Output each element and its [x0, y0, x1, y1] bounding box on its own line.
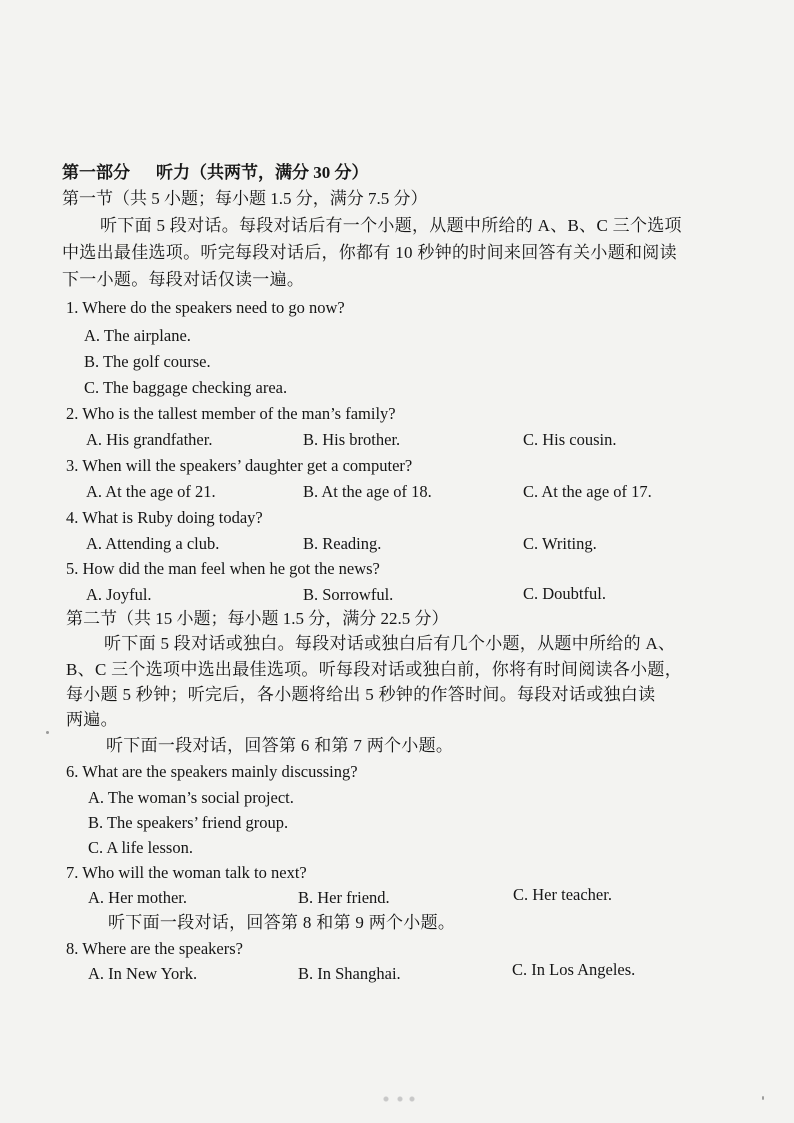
section2-instruction-line: 每小题 5 秒钟；听完后，各小题将给出 5 秒钟的作答时间。每段对话或独白读 [66, 685, 656, 704]
option: B. At the age of 18. [303, 482, 432, 501]
question-stem: 3. When will the speakers’ daughter get a computer? [66, 456, 413, 475]
section1-instruction-line: 下一小题。每段对话仅读一遍。 [62, 270, 305, 289]
option: C. A life lesson. [88, 838, 193, 857]
part-heading [62, 161, 369, 185]
dialogue-intro: 听下面一段对话，回答第 6 和第 7 两个小题。 [106, 736, 454, 755]
question-stem: 1. Where do the speakers need to go now? [66, 298, 345, 317]
option: B. The speakers’ friend group. [88, 813, 289, 832]
option: B. In Shanghai. [298, 964, 401, 983]
scan-speck [46, 731, 49, 734]
option: C. Her teacher. [513, 885, 612, 904]
option: B. The golf course. [84, 352, 211, 371]
option: C. In Los Angeles. [512, 960, 636, 979]
section2-title: 第二节（共 15 小题；每小题 1.5 分，满分 22.5 分） [66, 609, 449, 628]
question-stem: 5. How did the man feel when he got the news? [66, 559, 380, 578]
option: A. Attending a club. [86, 534, 220, 553]
scan-speck [762, 1096, 764, 1100]
question-stem: 8. Where are the speakers? [66, 939, 243, 958]
section1-title: 第一节（共 5 小题；每小题 1.5 分，满分 7.5 分） [62, 189, 428, 208]
option: C. His cousin. [523, 430, 617, 449]
option: B. Sorrowful. [303, 585, 394, 604]
option: A. In New York. [88, 964, 198, 983]
option: C. At the age of 17. [523, 482, 652, 501]
option: A. The woman’s social project. [88, 788, 294, 807]
question-stem: 2. Who is the tallest member of the man’s family? [66, 404, 396, 423]
option: A. His grandfather. [86, 430, 213, 449]
dialogue-intro: 听下面一段对话，回答第 8 和第 9 两个小题。 [108, 913, 456, 932]
option: C. Doubtful. [523, 584, 606, 603]
section1-instruction-line: 听下面 5 段对话。每段对话后有一个小题，从题中所给的 A、B、C 三个选项 [100, 216, 682, 235]
option: B. Reading. [303, 534, 382, 553]
option: B. Her friend. [298, 888, 390, 907]
part-subtitle: 听力（共两节，满分 30 分） [156, 163, 369, 182]
section2-instruction-line: B、C 三个选项中选出最佳选项。听每段对话或独白前，你将有时间阅读各小题， [66, 660, 683, 679]
option: A. Joyful. [86, 585, 152, 604]
section1-instruction-line: 中选出最佳选项。听完每段对话后，你都有 10 秒钟的时间来回答有关小题和阅读 [62, 243, 677, 262]
question-stem: 6. What are the speakers mainly discussing? [66, 762, 358, 781]
question-stem: 7. Who will the woman talk to next? [66, 863, 307, 882]
section2-instruction-line: 听下面 5 段对话或独白。每段对话或独白后有几个小题，从题中所给的 A、 [104, 634, 676, 653]
option: C. The baggage checking area. [84, 378, 288, 397]
option: C. Writing. [523, 534, 597, 553]
part-title: 第一部分 [62, 163, 130, 182]
option: B. His brother. [303, 430, 401, 449]
option: A. At the age of 21. [86, 482, 216, 501]
question-stem: 4. What is Ruby doing today? [66, 508, 263, 527]
page-footer-mark [378, 1094, 418, 1104]
option: A. The airplane. [84, 326, 191, 345]
option: A. Her mother. [88, 888, 187, 907]
section2-instruction-line: 两遍。 [66, 710, 118, 729]
